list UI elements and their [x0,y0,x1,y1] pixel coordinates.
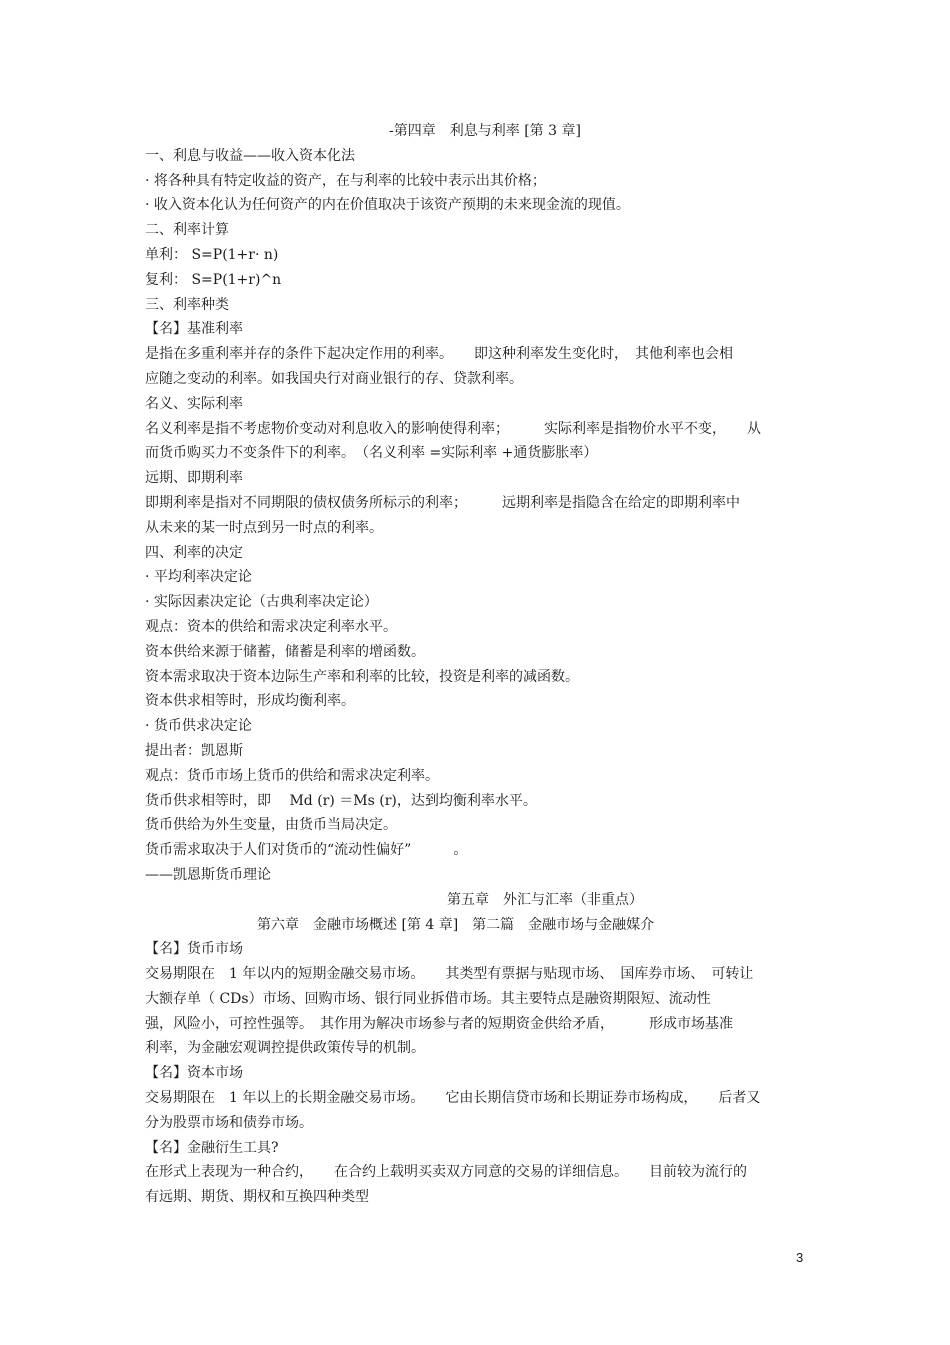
document-body [145,119,825,1210]
text-line: 【名】金融衍生工具? [145,1139,279,1156]
text-line: 交易期限在 1 年以内的短期金融交易市场。 其类型有票据与贴现市场、 国库券市场、 可转让 [145,966,754,983]
chapter-heading: -第四章 利息与利率 [第 3 章] [389,123,581,139]
text-line: 四、利率的决定 [145,544,243,561]
text-line: 【名】基准利率 [145,321,243,338]
text-line: 二、利率计算 [145,222,229,239]
text-line: 名义、实际利率 [145,395,243,412]
text-line: · 平均利率决定论 [145,569,252,586]
text-line: 一、利息与收益——收入资本化法 [145,147,355,164]
text-line: 资本供给来源于储蓄，储蓄是利率的增函数。 [145,643,425,660]
text-line: 【名】货币市场 [145,941,243,958]
text-line: 而货币购买力不变条件下的利率。 （名义利率 =实际利率 +通货膨胀率） [145,445,598,462]
text-line: 货币需求取决于人们对货币的“流动性偏好” 。 [145,842,468,859]
text-line: 资本需求取决于资本边际生产率和利率的比较，投资是利率的减函数。 [145,668,579,685]
text-line: 单利： S=P(1+r· n) [145,246,279,263]
text-line: 在形式上表现为一种合约， 在合约上载明买卖双方同意的交易的详细信息。 目前较为流行的 [145,1164,747,1181]
text-line: 强，风险小，可控性强等。 其作用为解决市场参与者的短期资金供给矛盾， 形成市场基准 [145,1015,733,1032]
text-line: · 货币供求决定论 [145,718,252,735]
text-line: 【名】资本市场 [145,1065,243,1082]
chapter-heading: 第六章 金融市场概述 [第 4 章] 第二篇 金融市场与金融媒介 [257,916,655,933]
text-line: · 收入资本化认为任何资产的内在价值取决于该资产预期的未来现金流的现值。 [145,197,630,214]
text-line: 复利： S=P(1+r)^n [145,271,282,288]
text-line: ——凯恩斯货币理论 [145,866,271,883]
text-line: 分为股票市场和债券市场。 [145,1114,313,1131]
text-line: 即期利率是指对不同期限的债权债务所标示的利率； 远期利率是指隐含在给定的即期利率中 [145,494,740,511]
text-line: 有远期、期货、期权和互换四种类型 [145,1189,369,1206]
text-line: 提出者：凯恩斯 [145,742,243,759]
text-line: 货币供求相等时，即 Md (r) ＝Ms (r)，达到均衡利率水平。 [145,792,537,809]
page-number: 3 [796,1250,804,1265]
text-line: 应随之变动的利率。如我国央行对商业银行的存、贷款利率。 [145,370,523,387]
text-line: 远期、即期利率 [145,470,243,487]
text-line: 利率，为金融宏观调控提供政策传导的机制。 [145,1040,425,1057]
text-line: 货币供给为外生变量，由货币当局决定。 [145,817,397,834]
text-line: 观点：货币市场上货币的供给和需求决定利率。 [145,767,439,784]
text-line: · 将各种具有特定收益的资产，在与利率的比较中表示出其价格； [145,172,546,189]
text-line: 观点：资本的供给和需求决定利率水平。 [145,618,397,635]
text-line: 从未来的某一时点到另一时点的利率。 [145,519,383,536]
chapter-heading: 第五章 外汇与汇率（非重点） [447,891,643,908]
text-line: 名义利率是指不考虑物价变动对利息收入的影响使得利率； 实际利率是指物价水平不变， 从 [145,420,761,437]
text-line: 交易期限在 1 年以上的长期金融交易市场。 它由长期信贷市场和长期证券市场构成， 后者又 [145,1090,761,1107]
text-line: · 实际因素决定论（古典利率决定论） [145,594,378,611]
text-line: 资本供求相等时，形成均衡利率。 [145,693,355,710]
text-line: 大额存单（ CDs）市场、回购市场、银行同业拆借市场。其主要特点是融资期限短、流动性 [145,990,711,1007]
text-line: 是指在多重利率并存的条件下起决定作用的利率。 即这种利率发生变化时， 其他利率也会相 [145,346,733,363]
text-line: 三、利率种类 [145,296,229,313]
